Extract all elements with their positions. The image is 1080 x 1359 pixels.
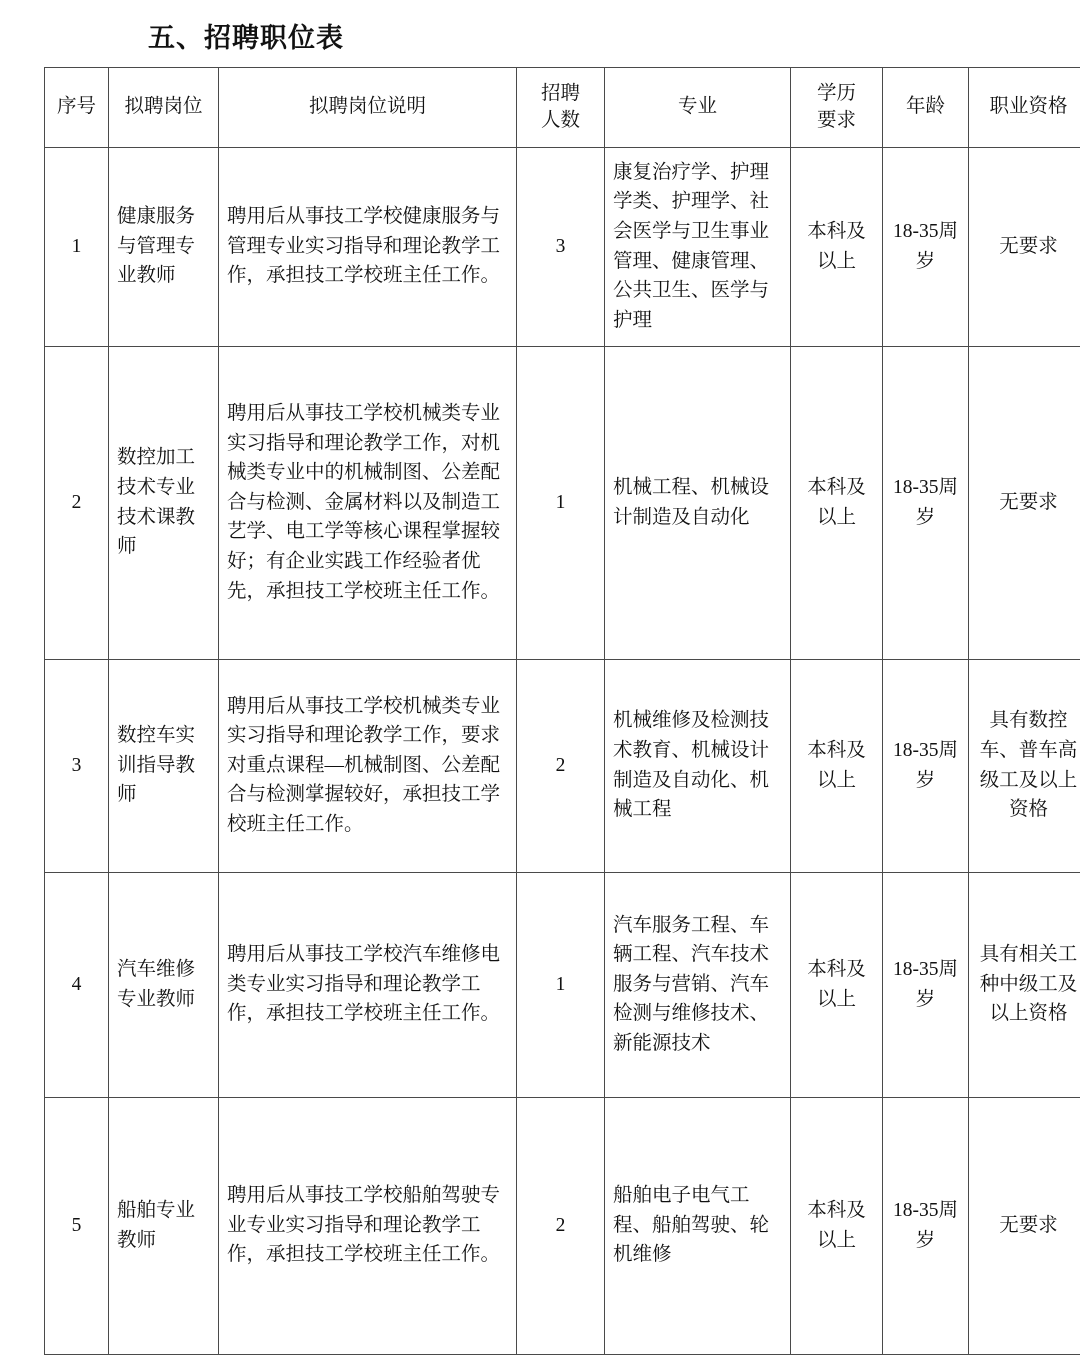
cell-age: 18-35周岁 xyxy=(883,1097,969,1354)
cell-major: 汽车服务工程、车辆工程、汽车技术服务与营销、汽车检测与维修技术、新能源技术 xyxy=(605,872,791,1097)
cell-count: 1 xyxy=(517,346,605,659)
cell-major: 机械工程、机械设计制造及自动化 xyxy=(605,346,791,659)
cell-count: 3 xyxy=(517,147,605,346)
cell-major: 船舶电子电气工程、船舶驾驶、轮机维修 xyxy=(605,1097,791,1354)
cell-post: 数控加工技术专业技术课教师 xyxy=(109,346,219,659)
cell-major: 机械维修及检测技术教育、机械设计制造及自动化、机械工程 xyxy=(605,659,791,872)
cell-certificate: 具有相关工种中级工及以上资格 xyxy=(969,872,1080,1097)
cell-post: 汽车维修专业教师 xyxy=(109,872,219,1097)
cell-education: 本科及以上 xyxy=(791,659,883,872)
cell-education: 本科及以上 xyxy=(791,1097,883,1354)
cell-certificate: 无要求 xyxy=(969,346,1080,659)
cell-count: 2 xyxy=(517,659,605,872)
cell-description: 聘用后从事技工学校机械类专业实习指导和理论教学工作，要求对重点课程—机械制图、公差配合与检测掌握较好，承担技工学校班主任工作。 xyxy=(219,659,517,872)
cell-count: 2 xyxy=(517,1097,605,1354)
cell-certificate: 具有数控车、普车高级工及以上资格 xyxy=(969,659,1080,872)
cell-description: 聘用后从事技工学校汽车维修电类专业实习指导和理论教学工作，承担技工学校班主任工作。 xyxy=(219,872,517,1097)
column-header-major: 专业 xyxy=(605,68,791,148)
cell-major: 康复治疗学、护理学类、护理学、社会医学与卫生事业管理、健康管理、公共卫生、医学与护理 xyxy=(605,147,791,346)
table-row xyxy=(45,346,1080,659)
column-header-certificate: 职业资格 xyxy=(969,68,1080,148)
cell-index: 1 xyxy=(45,147,109,346)
column-header-count-line2: 人数 xyxy=(540,110,580,132)
column-header-count xyxy=(517,68,605,148)
cell-description: 聘用后从事技工学校船舶驾驶专业专业实习指导和理论教学工作，承担技工学校班主任工作。 xyxy=(219,1097,517,1354)
table-row xyxy=(45,147,1080,346)
table-header-row xyxy=(45,68,1080,148)
cell-certificate: 无要求 xyxy=(969,1097,1080,1354)
cell-education: 本科及以上 xyxy=(791,346,883,659)
cell-education: 本科及以上 xyxy=(791,872,883,1097)
cell-post: 船舶专业教师 xyxy=(109,1097,219,1354)
cell-index: 2 xyxy=(45,346,109,659)
cell-index: 5 xyxy=(45,1097,109,1354)
column-header-index: 序号 xyxy=(45,68,109,148)
cell-age: 18-35周岁 xyxy=(883,659,969,872)
table-row xyxy=(45,872,1080,1097)
column-header-education xyxy=(791,68,883,148)
column-header-education-line2: 要求 xyxy=(816,110,856,132)
column-header-post: 拟聘岗位 xyxy=(109,68,219,148)
cell-post: 数控车实训指导教师 xyxy=(109,659,219,872)
column-header-count-line1: 招聘 xyxy=(540,83,580,104)
cell-age: 18-35周岁 xyxy=(883,346,969,659)
cell-index: 3 xyxy=(45,659,109,872)
column-header-education-line1: 学历 xyxy=(816,83,856,104)
cell-post: 健康服务与管理专业教师 xyxy=(109,147,219,346)
page-title: 五、招聘职位表 xyxy=(148,23,344,53)
cell-education: 本科及以上 xyxy=(791,147,883,346)
cell-description: 聘用后从事技工学校机械类专业实习指导和理论教学工作，对机械类专业中的机械制图、公差配合与检测、金属材料以及制造工艺学、电工学等核心课程掌握较好；有企业实践工作经验者优先，承担技工学校班主任工作。 xyxy=(219,346,517,659)
cell-description: 聘用后从事技工学校健康服务与管理专业实习指导和理论教学工作，承担技工学校班主任工作。 xyxy=(219,147,517,346)
cell-count: 1 xyxy=(517,872,605,1097)
cell-age: 18-35周岁 xyxy=(883,872,969,1097)
column-header-description: 拟聘岗位说明 xyxy=(219,68,517,148)
cell-index: 4 xyxy=(45,872,109,1097)
recruitment-positions-table xyxy=(44,67,1080,1355)
cell-age: 18-35周岁 xyxy=(883,147,969,346)
cell-certificate: 无要求 xyxy=(969,147,1080,346)
table-row xyxy=(45,659,1080,872)
table-row xyxy=(45,1097,1080,1354)
column-header-age: 年龄 xyxy=(883,68,969,148)
